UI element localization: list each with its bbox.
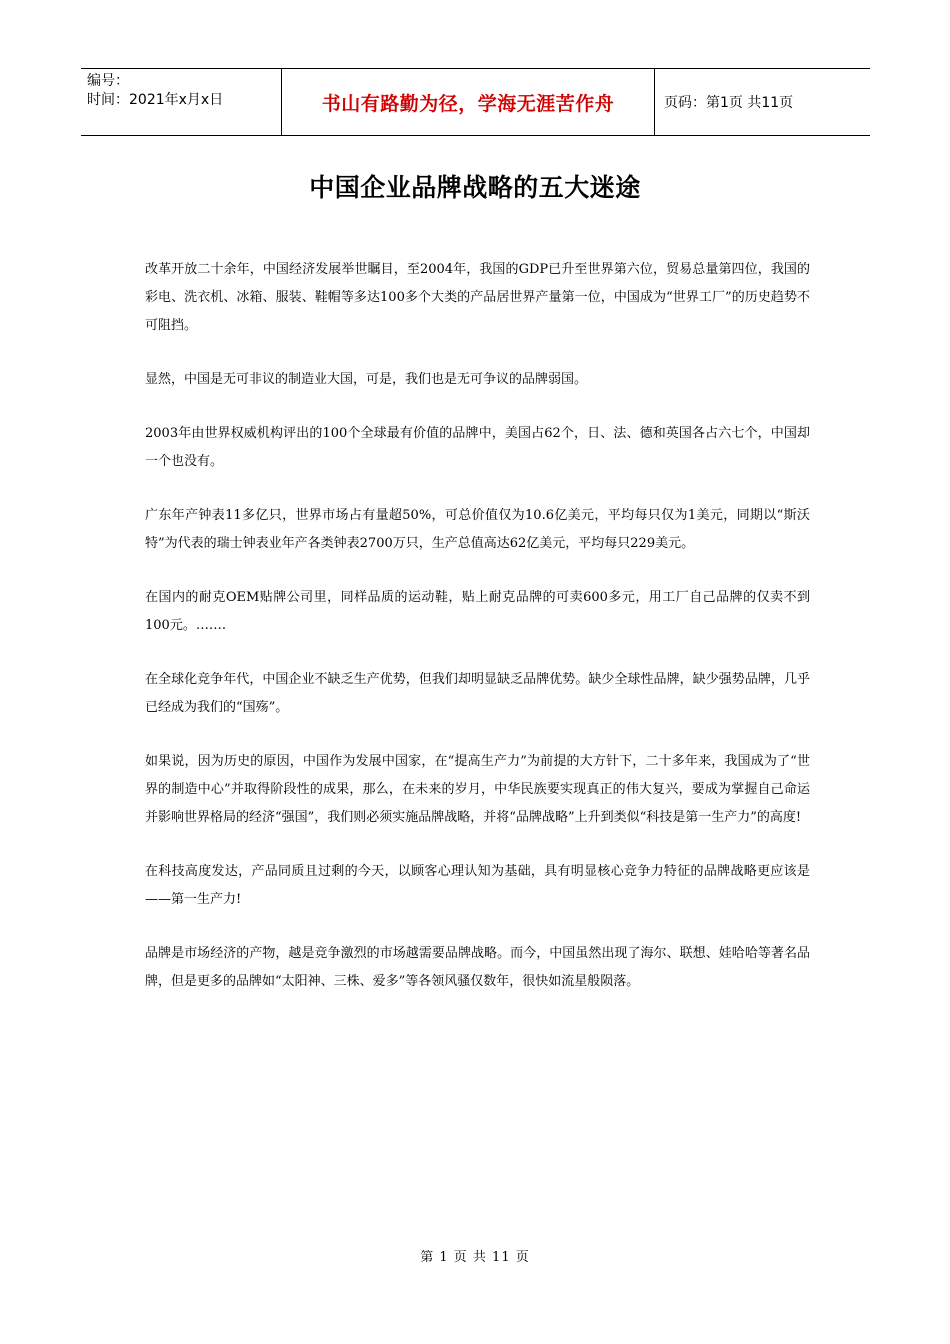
paragraph: 如果说，因为历史的原因，中国作为发展中国家，在“提高生产力”为前提的大方针下，二十多年来，我国成为了“世界的制造中心”并取得阶段性的成果，那么，在未来的岁月，中华民族要实现真正的伟大复兴，要成为掌握自己命运并影响世界格局的经济“强国”，我们则必须实施品牌战略，并将“品牌战略”上升到类似“科技是第一生产力”的高度!: [145, 754, 810, 825]
paragraph: 在全球化竞争年代，中国企业不缺乏生产优势，但我们却明显缺乏品牌优势。缺少全球性品牌，缺少强势品牌，几乎已经成为我们的“国殇”。: [145, 672, 810, 715]
paragraph: 在科技高度发达，产品同质且过剩的今天，以顾客心理认知为基础，具有明显核心竞争力特征的品牌战略更应该是——第一生产力!: [145, 864, 810, 907]
paragraph: 改革开放二十余年，中国经济发展举世瞩目，至2004年，我国的GDP已升至世界第六位，贸易总量第四位，我国的彩电、洗衣机、冰箱、服装、鞋帽等多达100多个大类的产品居世界产量第一位，中国成为“世界工厂”的历史趋势不可阻挡。: [145, 262, 810, 333]
header-motto: 书山有路勤为径，学海无涯苦作舟: [281, 69, 655, 135]
paragraph: 在国内的耐克OEM贴牌公司里，同样品质的运动鞋，贴上耐克品牌的可卖600多元，用工厂自己品牌的仅卖不到100元。…….: [145, 590, 810, 633]
header-table: [81, 68, 870, 136]
document-title: 中国企业品牌战略的五大迷途: [309, 173, 641, 202]
paragraph: 2003年由世界权威机构评出的100个全球最有价值的品牌中，美国占62个，日、法、德和英国各占六七个，中国却一个也没有。: [145, 426, 810, 469]
header-page-info: 页码：第1页 共11页: [664, 95, 794, 111]
paragraph: 显然，中国是无可非议的制造业大国，可是，我们也是无可争议的品牌弱国。: [145, 372, 588, 387]
document-body: [145, 256, 810, 1022]
header-meta: [81, 69, 281, 135]
page-footer: 第 1 页 共 11 页: [420, 1250, 530, 1265]
time-label: 时间：2021年x月x日: [87, 92, 224, 108]
paragraph: 广东年产钟表11多亿只，世界市场占有量超50%，可总价值仅为10.6亿美元，平均每只仅为1美元，同期以“斯沃特”为代表的瑞士钟表业年产各类钟表2700万只，生产总值高达62亿美元，平均每只229美元。: [145, 508, 810, 551]
number-label: 编号：: [87, 73, 129, 89]
paragraph: 品牌是市场经济的产物，越是竞争激烈的市场越需要品牌战略。而今，中国虽然出现了海尔、联想、娃哈哈等著名品牌，但是更多的品牌如“太阳神、三株、爱多”等各领风骚仅数年，很快如流星般陨落。: [145, 946, 810, 989]
